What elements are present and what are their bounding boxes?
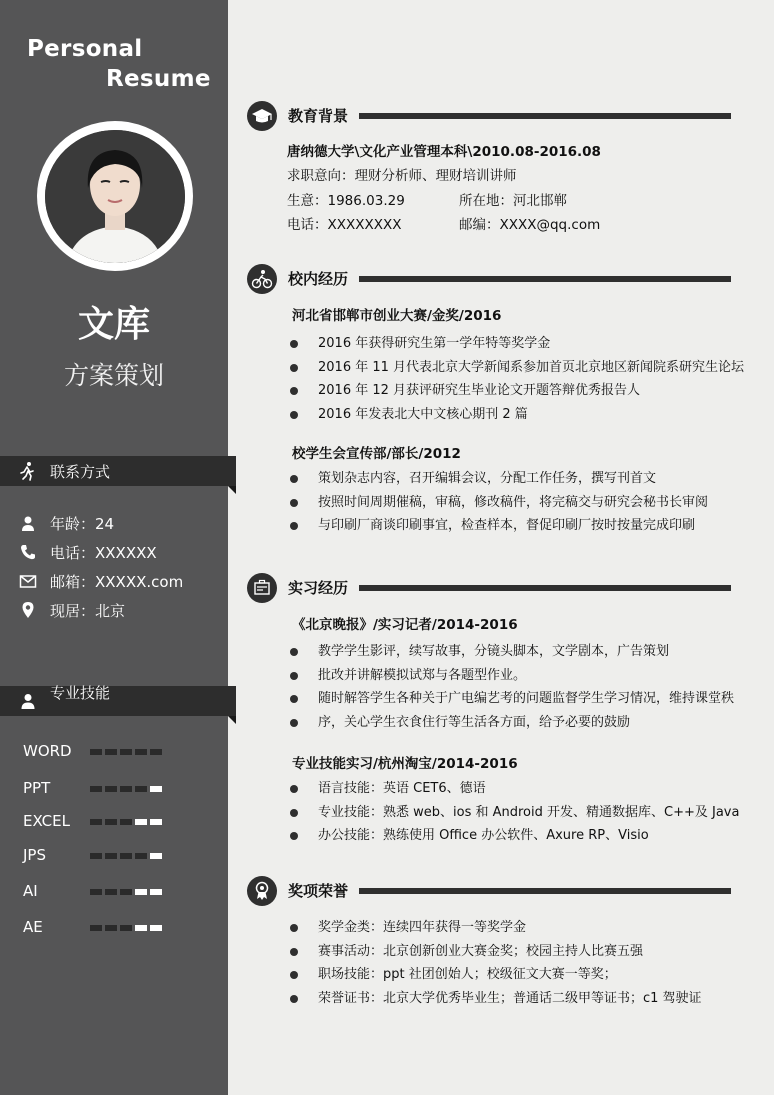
briefcase-icon — [247, 573, 277, 603]
skill-level-segment — [90, 853, 102, 859]
contact-location-text: 现居：北京 — [50, 601, 126, 620]
skill-level-segment — [90, 889, 102, 895]
list-item-text: 赛事活动：北京创新创业大赛金奖；校园主持人比赛五强 — [318, 943, 644, 959]
graduation-cap-icon — [247, 101, 277, 131]
list-item-text: 2016 年 12 月获评研究生毕业论文开题答辩优秀报告人 — [318, 383, 641, 398]
skill-level-bar — [90, 925, 165, 931]
campus-group1-list — [290, 335, 744, 429]
bullet-icon — [290, 924, 298, 932]
list-item-text: 专业技能：熟悉 web、ios 和 Android 开发、精通数据库、C++及 Java — [318, 804, 740, 820]
campus-title: 校内经历 — [288, 270, 349, 288]
skill-level-segment — [135, 889, 147, 895]
skill-level-segment — [120, 853, 132, 859]
band-fold — [228, 486, 236, 494]
running-person-icon — [18, 461, 38, 481]
section-divider — [359, 888, 731, 894]
list-item-text: 按照时间周期催稿，审稿，修改稿件，将完稿交与研究会秘书长审阅 — [318, 494, 709, 510]
skill-level-segment — [90, 749, 102, 755]
skill-name: AE — [23, 918, 43, 936]
skill-level-segment — [135, 749, 147, 755]
medal-icon — [247, 876, 277, 906]
phone-icon — [18, 542, 38, 562]
skill-level-segment — [105, 925, 117, 931]
skill-level-segment — [120, 819, 132, 825]
list-item — [290, 643, 734, 667]
bullet-icon — [290, 364, 298, 372]
list-item — [290, 382, 744, 406]
list-item — [290, 827, 739, 851]
bullet-icon — [290, 672, 298, 680]
skill-level-segment — [150, 749, 162, 755]
skill-name: WORD — [23, 742, 72, 760]
skill-level-segment — [120, 749, 132, 755]
bullet-icon — [290, 387, 298, 395]
skill-level-segment — [105, 786, 117, 792]
bullet-icon — [290, 475, 298, 483]
section-divider — [359, 276, 731, 282]
education-email: 邮编：XXXX@qq.com — [459, 217, 601, 233]
list-item — [290, 470, 708, 494]
honors-section-header — [247, 876, 732, 906]
skill-level-segment — [120, 925, 132, 931]
skill-level-segment — [90, 925, 102, 931]
skill-row — [23, 742, 213, 762]
brand-title-line1: Personal — [27, 36, 143, 62]
bullet-icon — [290, 499, 298, 507]
education-birth: 生意：1986.03.29 — [287, 193, 405, 209]
skill-level-segment — [150, 889, 162, 895]
list-item — [290, 990, 702, 1014]
bullet-icon — [290, 809, 298, 817]
sidebar — [0, 0, 228, 1095]
list-item-text: 2016 年获得研究生第一学年特等奖学金 — [318, 336, 551, 351]
profile-photo — [45, 130, 185, 263]
bullet-icon — [290, 411, 298, 419]
internship-group2-list — [290, 780, 739, 851]
band-fold — [228, 716, 236, 724]
person-icon — [18, 513, 38, 533]
skill-name: EXCEL — [23, 812, 70, 830]
list-item — [290, 804, 739, 828]
list-item — [290, 966, 702, 990]
skill-level-segment — [105, 819, 117, 825]
list-item — [290, 335, 744, 359]
skill-row — [23, 812, 213, 832]
skill-level-segment — [135, 925, 147, 931]
skill-level-segment — [90, 786, 102, 792]
internship-group2-title: 专业技能实习/杭州淘宝/2014-2016 — [292, 756, 518, 772]
contact-section-title: 联系方式 — [50, 463, 111, 481]
honors-list — [290, 919, 702, 1013]
location-pin-icon — [18, 600, 38, 620]
bullet-icon — [290, 648, 298, 656]
skill-level-segment — [135, 853, 147, 859]
list-item-text: 办公技能：熟练使用 Office 办公软件、Axure RP、Visio — [318, 828, 649, 843]
skill-row — [23, 779, 213, 799]
list-item-text: 2016 年发表北大中文核心期刊 2 篇 — [318, 406, 528, 422]
contact-email-text: 邮箱：XXXXX.com — [50, 572, 184, 591]
list-item — [290, 359, 744, 383]
list-item-text: 职场技能：ppt 社团创始人；校级征文大赛一等奖； — [318, 967, 617, 982]
campus-section-header — [247, 264, 732, 294]
list-item-text: 与印刷厂商谈印刷事宜，检查样本，督促印刷厂按时按量完成印刷 — [318, 518, 696, 533]
internship-group1-title: 《北京晚报》/实习记者/2014-2016 — [292, 617, 518, 633]
skill-level-segment — [135, 819, 147, 825]
skill-level-segment — [150, 853, 162, 859]
mail-icon — [18, 571, 38, 591]
list-item-text: 策划杂志内容，召开编辑会议，分配工作任务，撰写刊首文 — [318, 471, 657, 486]
skill-level-bar — [90, 889, 165, 895]
contact-section-header — [0, 456, 236, 486]
internship-title: 实习经历 — [288, 579, 349, 597]
bullet-icon — [290, 522, 298, 530]
education-school: 唐纳德大学\文化产业管理本科\2010.08-2016.08 — [287, 144, 601, 160]
skill-level-segment — [150, 925, 162, 931]
contact-phone — [18, 541, 157, 563]
list-item-text: 随时解答学生各种关于广电编艺考的问题监督学生学习情况，维持课堂秩 — [318, 691, 735, 706]
bullet-icon — [290, 995, 298, 1003]
candidate-name: 文库 — [77, 304, 150, 345]
list-item-text: 批改并讲解模拟试郑与各题型作业。 — [318, 667, 527, 683]
education-objective: 求职意向：理财分析师、理财培训讲师 — [287, 168, 517, 184]
skill-level-bar — [90, 786, 165, 792]
skills-section-header — [0, 686, 236, 716]
skill-row — [23, 918, 213, 938]
skill-level-segment — [150, 819, 162, 825]
user-icon — [18, 691, 38, 711]
list-item — [290, 780, 739, 804]
list-item-text: 奖学金类：连续四年获得一等奖学金 — [318, 920, 527, 935]
skills-section-title: 专业技能 — [50, 684, 111, 702]
skill-level-segment — [105, 749, 117, 755]
skill-level-bar — [90, 749, 165, 755]
skill-level-bar — [90, 853, 165, 859]
list-item — [290, 714, 734, 738]
section-divider — [359, 585, 731, 591]
list-item-text: 序，关心学生衣食住行等生活各方面，给予必要的鼓励 — [318, 714, 631, 730]
campus-group2-title: 校学生会宣传部/部长/2012 — [292, 446, 461, 462]
campus-group2-list — [290, 470, 708, 541]
skill-row — [23, 882, 213, 902]
list-item — [290, 406, 744, 430]
internship-group1-list — [290, 643, 734, 737]
bullet-icon — [290, 832, 298, 840]
skill-name: JPS — [23, 846, 46, 864]
skill-level-segment — [105, 889, 117, 895]
bullet-icon — [290, 719, 298, 727]
list-item — [290, 919, 702, 943]
contact-email — [18, 570, 183, 592]
skill-level-segment — [105, 853, 117, 859]
list-item-text: 教学学生影评，续写故事，分镜头脚本，文学剧本，广告策划 — [318, 644, 670, 659]
education-location: 所在地：河北邯郸 — [459, 193, 567, 209]
bullet-icon — [290, 971, 298, 979]
section-divider — [359, 113, 731, 119]
education-phone: 电话：XXXXXXXX — [287, 217, 402, 233]
list-item — [290, 943, 702, 967]
contact-age — [18, 512, 114, 534]
contact-age-text: 年龄：24 — [50, 514, 115, 533]
bullet-icon — [290, 340, 298, 348]
list-item — [290, 517, 708, 541]
campus-group1-title: 河北省邯郸市创业大赛/金奖/2016 — [292, 308, 502, 324]
bullet-icon — [290, 785, 298, 793]
education-title: 教育背景 — [288, 107, 349, 125]
contact-phone-text: 电话：XXXXXX — [50, 543, 157, 562]
skill-level-segment — [150, 786, 162, 792]
list-item — [290, 690, 734, 714]
education-section-header — [247, 101, 732, 131]
skill-level-bar — [90, 819, 165, 825]
skill-level-segment — [120, 786, 132, 792]
brand-title-line2: Resume — [106, 66, 211, 92]
skill-name: PPT — [23, 779, 51, 797]
list-item — [290, 667, 734, 691]
honors-title: 奖项荣誉 — [288, 882, 349, 900]
bullet-icon — [290, 948, 298, 956]
list-item-text: 语言技能：英语 CET6、德语 — [318, 781, 486, 796]
skill-level-segment — [90, 819, 102, 825]
contact-location — [18, 599, 125, 621]
candidate-role: 方案策划 — [63, 361, 164, 390]
bullet-icon — [290, 695, 298, 703]
bicycle-icon — [247, 264, 277, 294]
list-item-text: 2016 年 11 月代表北京大学新闻系参加首页北京地区新闻院系研究生论坛 — [318, 359, 745, 375]
internship-section-header — [247, 573, 732, 603]
skill-row — [23, 846, 213, 866]
list-item-text: 荣誉证书：北京大学优秀毕业生；普通话二级甲等证书；c1 驾驶证 — [318, 990, 702, 1006]
skill-level-segment — [120, 889, 132, 895]
skill-name: AI — [23, 882, 38, 900]
skill-level-segment — [135, 786, 147, 792]
list-item — [290, 494, 708, 518]
